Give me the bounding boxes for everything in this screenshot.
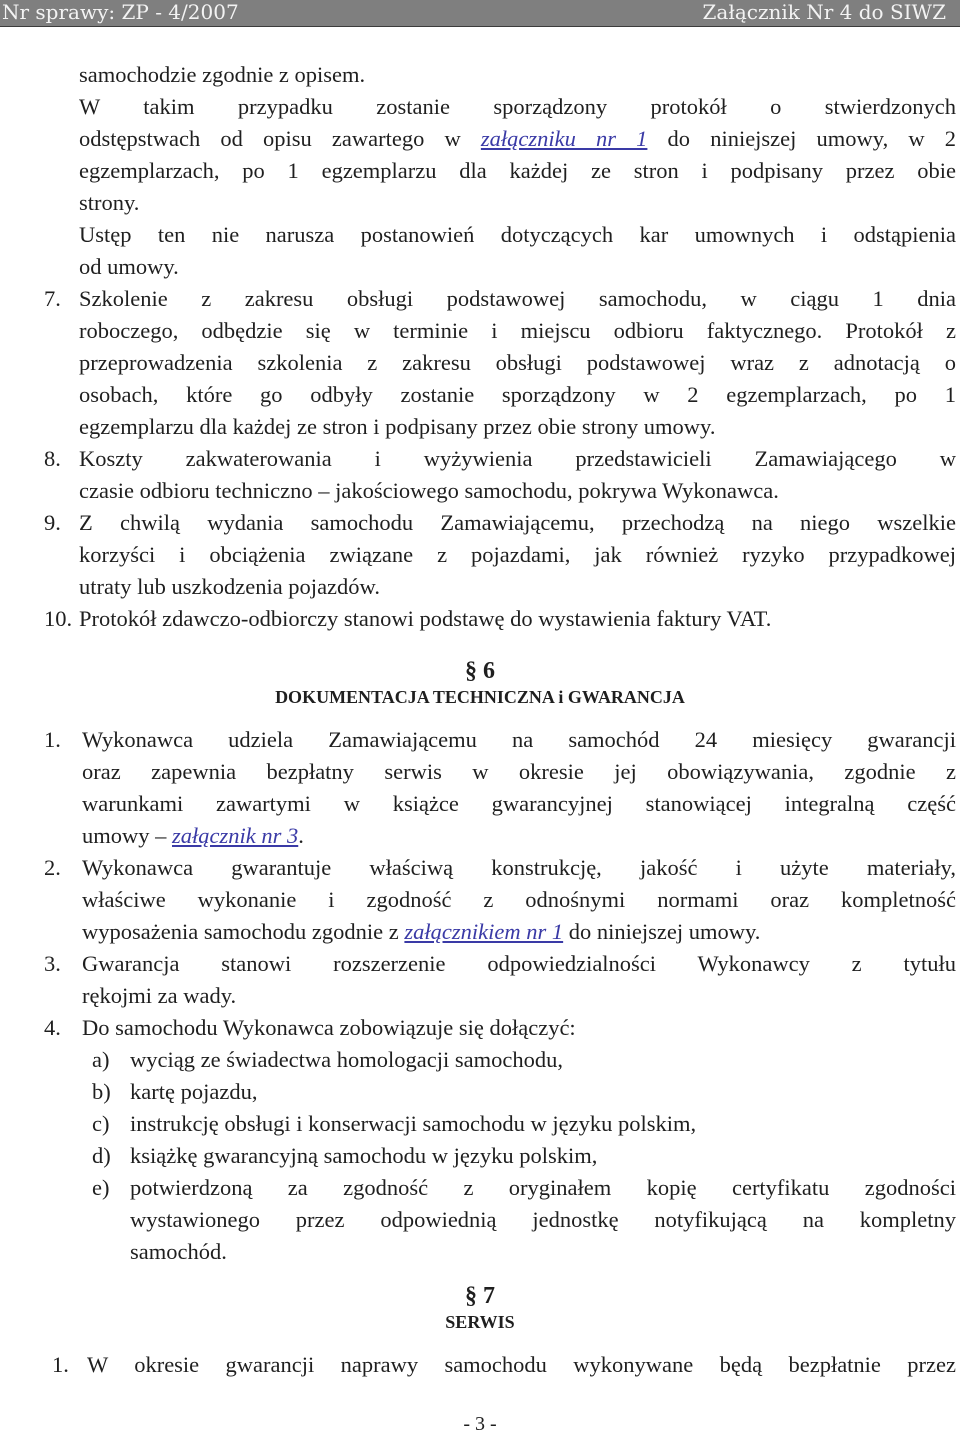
sub-item-letter: a) [92, 1047, 110, 1072]
protokol-line: odstępstwach od opisu zawartego w załączniku nr 1 do niniejszej umowy, w 2 [79, 126, 956, 151]
list-item [44, 283, 956, 443]
case-number: Nr sprawy: ZP - 4/2007 [2, 0, 239, 24]
protokol-line: strony. [79, 190, 140, 215]
document-body [0, 59, 960, 1381]
item-text: Koszty zakwaterowania i wyżywienia przedstawicieli Zamawiającego w czasie odbioru techniczno – jakościowego samochodu, pokrywa Wykonawca. [79, 446, 956, 503]
section-6-number: § 6 [465, 658, 495, 684]
section-6-title: DOKUMENTACJA TECHNICZNA i GWARANCJA [275, 687, 685, 707]
ustep-line: od umowy. [79, 254, 179, 279]
attachment-1-link[interactable]: załączniku nr 1 [480, 126, 648, 151]
item-number: 1. [44, 727, 61, 752]
sub-item-text: kartę pojazdu, [130, 1079, 258, 1104]
sub-item-text: wyciąg ze świadectwa homologacji samochodu, [130, 1047, 563, 1072]
list-item [44, 724, 956, 852]
attachment-1-link[interactable]: załącznikiem nr 1 [404, 919, 564, 944]
page-number: - 3 - [463, 1413, 497, 1435]
sub-item-letter: d) [92, 1143, 111, 1168]
page-header [0, 0, 960, 27]
item-text: Szkolenie z zakresu obsługi podstawowej samochodu, w ciągu 1 dnia roboczego, odbędzie się w terminie i miejscu odbioru faktycznego. Protokół z przeprowadzenia szkolenia z zakresu obsługi podstawowej wraz z adnotacją o osobach, które go odbyły zostanie sporządzony w 2 egzemplarzach, po 1 egzemplarzu dla każdej ze stron i podpisany przez obie strony umowy. [79, 286, 956, 439]
paragraph-protokol [79, 91, 956, 219]
item-number: 8. [44, 446, 61, 471]
sub-list-item [92, 1108, 956, 1140]
item-number: 1. [52, 1352, 69, 1377]
list-item [52, 1349, 956, 1381]
item-number: 4. [44, 1015, 61, 1040]
item-number: 9. [44, 510, 61, 535]
sub-item-text: książkę gwarancyjną samochodu w języku polskim, [130, 1143, 598, 1168]
sub-item-letter: c) [92, 1111, 110, 1136]
item-text: Gwarancja stanowi rozszerzenie odpowiedzialności Wykonawcy z tytułu rękojmi za wady. [82, 951, 956, 1008]
item-number: 10. [44, 606, 73, 631]
item-number: 7. [44, 286, 61, 311]
paragraph-ustep [79, 219, 956, 283]
item-text: W okresie gwarancji naprawy samochodu wykonywane będą bezpłatnie przez [87, 1352, 956, 1377]
sub-item-text: instrukcję obsługi i konserwacji samochodu w języku polskim, [130, 1111, 697, 1136]
protokol-line: egzemplarzach, po 1 egzemplarzu dla każdej ze stron i podpisany przez obie [79, 158, 956, 183]
protokol-line: W takim przypadku zostanie sporządzony protokół o stwierdzonych [79, 94, 956, 119]
attachment-label: Załącznik Nr 4 do SIWZ [702, 0, 946, 24]
list-item [44, 443, 956, 507]
sub-item-letter: e) [92, 1175, 110, 1200]
sub-list-item [92, 1172, 956, 1268]
sub-list-item [92, 1044, 956, 1076]
section-7-title: SERWIS [445, 1312, 515, 1332]
item-number: 2. [44, 855, 61, 880]
item-text: Do samochodu Wykonawca zobowiązuje się dołączyć: [82, 1015, 576, 1040]
item-text: Protokół zdawczo-odbiorczy stanowi podstawę do wystawienia faktury VAT. [79, 606, 772, 631]
item-text: Wykonawca gwarantuje właściwą konstrukcję, jakość i użyte materiały, właściwe wykonanie i zgodność z odnośnymi normami oraz kompletność wyposażenia samochodu zgodnie z załącznikiem nr 1 do niniejszej umowy. [82, 855, 956, 944]
item-number: 3. [44, 951, 61, 976]
list-item [44, 603, 956, 635]
section-7-number: § 7 [465, 1283, 495, 1309]
list-item [44, 852, 956, 948]
item-text: Z chwilą wydania samochodu Zamawiającemu, przechodzą na niego wszelkie korzyści i obciążenia związane z pojazdami, jak również ryzyko przypadkowej utraty lub uszkodzenia pojazdów. [79, 510, 956, 599]
list-item [44, 507, 956, 603]
list-item [44, 1012, 956, 1044]
ustep-line: Ustęp ten nie narusza postanowień dotyczących kar umownych i odstąpienia [79, 222, 956, 247]
list-item [44, 948, 956, 1012]
sub-list-item [92, 1076, 956, 1108]
paragraph-intro: samochodzie zgodnie z opisem. [79, 62, 366, 87]
item-text: Wykonawca udziela Zamawiającemu na samochód 24 miesięcy gwarancji oraz zapewnia bezpłatny serwis w okresie jej obowiązywania, zgodnie z warunkami zawartymi w książce gwarancyjnej stanowiącej integralną część umowy – załącznik nr 3. [82, 727, 956, 848]
sub-item-letter: b) [92, 1079, 111, 1104]
sub-list-item [92, 1140, 956, 1172]
attachment-3-link[interactable]: załącznik nr 3 [172, 823, 299, 848]
sub-item-text: potwierdzoną za zgodność z oryginałem kopię certyfikatu zgodności wystawionego przez odpowiednią jednostkę notyfikującą na kompletny samochód. [130, 1175, 956, 1264]
